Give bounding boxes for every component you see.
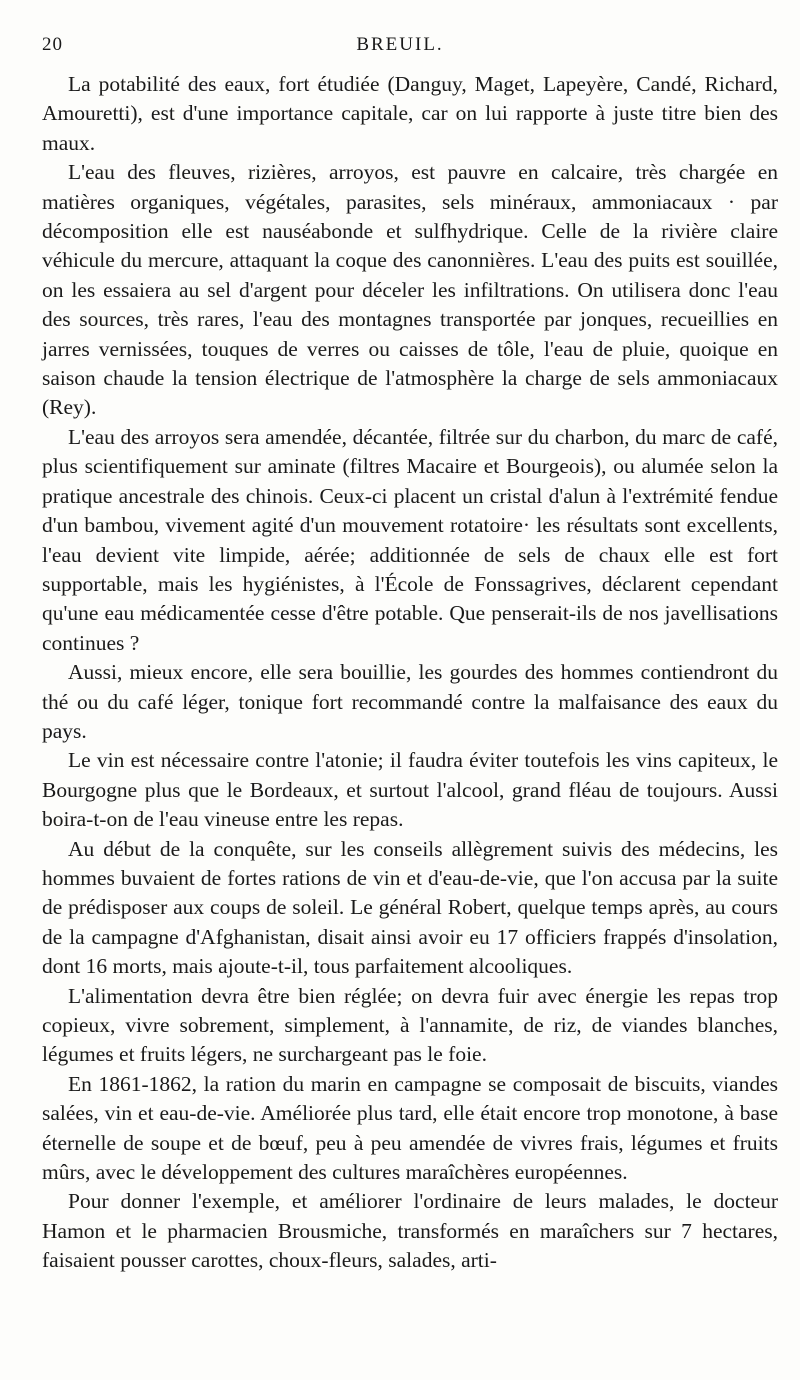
page-number: 20 [42,34,63,55]
paragraph-boiled-water: Aussi, mieux encore, elle sera bouillie, les gourdes des hommes contiendront du thé ou du café léger, tonique fort recommandé contre la malfaisance des eaux du pays. [42,660,778,743]
paragraph-conquest-alcohol: Au début de la conquête, sur les conseils allègrement suivis des médecins, les hommes buvaient de fortes rations de vin et d'eau-de-vie, que l'on accusa par la suite de prédisposer aux coups de soleil. Le général Robert, quelque temps après, au cours de la campagne d'Afghanistan, disait ainsi avoir eu 17 officiers frappés d'insolation, dont 16 morts, mais ajoute-t-il, tous parfaitement alcooliques. [42,836,778,979]
paragraph-potability: La potabilité des eaux, fort étudiée (Danguy, Maget, Lapeyère, Candé, Richard, Amouretti), est d'une importance capitale, car on lui rapporte à juste titre bien des maux. [42,72,778,155]
paragraph-sailor-ration: En 1861-1862, la ration du marin en campagne se composait de biscuits, viandes salées, vin et eau-de-vie. Améliorée plus tard, elle était encore trop monotone, à base éternelle de soupe et de bœuf, peu à peu amendée de vivres frais, légumes et fruits mûrs, avec le développement des cultures maraîchères européennes. [42,1071,778,1185]
running-head [42,34,758,58]
body-text [42,70,778,1276]
paragraph-water-treatment: L'eau des arroyos sera amendée, décantée, filtrée sur du charbon, du marc de café, plus scientifiquement sur aminate (filtres Macaire et Bourgeois), ou alumée selon la pratique ancestrale des chinois. Ceux-ci placent un cristal d'alun à l'extrémité fendue d'un bambou, vivement agité d'un mouvement rotatoire· les résultats sont excellents, l'eau devient vite limpide, aérée; additionnée de sels de chaux elle est fort supportable, mais les hygiénistes, à l'École de Fonssagrives, déclarent cependant qu'une eau médicamentée cesse d'être potable. Que penserait-ils de nos javellisations continues ? [42,424,778,655]
paragraph-wine: Le vin est nécessaire contre l'atonie; il faudra éviter toutefois les vins capiteux, le Bourgogne plus que le Bordeaux, et surtout l'alcool, grand fléau de toujours. Aussi boira-t-on de l'eau vineuse entre les repas. [42,748,778,832]
running-title: BREUIL. [356,34,444,55]
paragraph-diet: L'alimentation devra être bien réglée; on devra fuir avec énergie les repas trop copieux, vivre sobrement, simplement, à l'annamite, de riz, de viandes blanches, légumes et fruits légers, ne surchargeant pas le foie. [42,983,778,1067]
paragraph-gardening: Pour donner l'exemple, et améliorer l'ordinaire de leurs malades, le docteur Hamon et le pharmacien Brousmiche, transformés en maraîchers sur 7 hectares, faisaient pousser carottes, choux-fleurs, salades, arti- [42,1189,778,1273]
paragraph-river-water: L'eau des fleuves, rizières, arroyos, est pauvre en calcaire, très chargée en matières organiques, végétales, parasites, sels minéraux, ammoniacaux · par décomposition elle est nauséabonde et sulfhydrique. Celle de la rivière claire véhicule du mercure, attaquant la coque des canonnières. L'eau des puits est souillée, on les essaiera au sel d'argent pour déceler les infiltrations. On utilisera donc l'eau des sources, très rares, l'eau des montagnes transportée par jonques, recueillies en jarres vernissées, touques de verres ou caisses de tôle, l'eau de pluie, quoique en saison chaude la tension électrique de l'atmosphère la charge de sels ammoniacaux (Rey). [42,160,778,420]
